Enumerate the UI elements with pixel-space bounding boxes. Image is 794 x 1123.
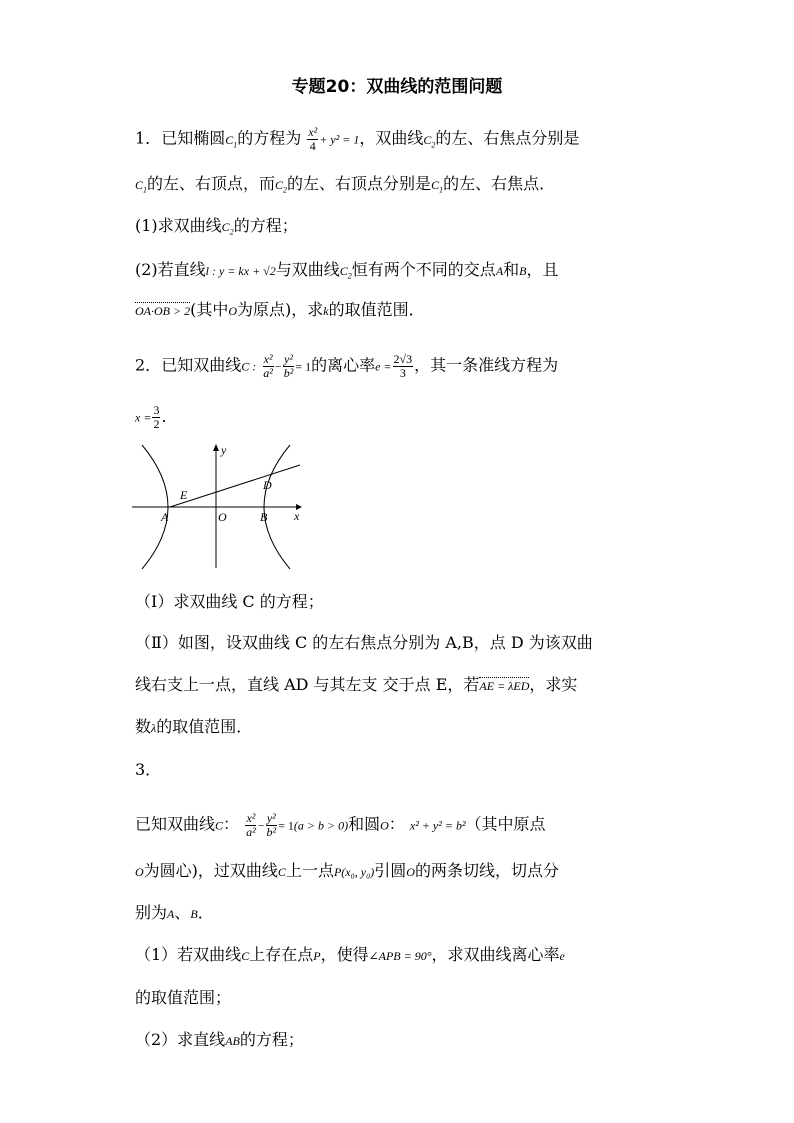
point-b: B [519,264,527,278]
q2-part2-text: ，求实 [529,675,578,694]
q3-part2-text: 的方程； [239,1030,304,1049]
condition-expr: (a > b > 0) [293,818,349,833]
q3-part-1-cont: 的取值范围； [135,988,232,1007]
dot-product-expr: OA·OB > 2 [135,304,191,318]
origin-o: O [228,304,238,318]
hyperbola-frac-y: $\frac{\text{y²}}{\text{b²}}$ [283,352,294,380]
q1-part2-text: ，且 [526,260,559,279]
q3-text: 别为 [135,903,168,922]
q3-line-1 [135,812,546,838]
q3-line-3 [135,905,214,921]
q1-text: 的左、右顶点，而 [147,174,276,193]
q1-part-2 [135,262,559,280]
hyperbola-frac-x: $\frac{\text{x²}}{\text{a²}}$ [263,352,273,380]
q3-text: （其中原点 [465,814,546,834]
q2-number: 2． [135,355,162,375]
q3-text: 已知双曲线 [135,814,216,834]
hyperbola-c2: $C_2$ [423,132,436,149]
eccentricity-label: e = [375,359,392,374]
vector-expr: AE = λED [479,679,530,693]
equals-one: = 1 [295,359,312,374]
fig-label-x: x [294,509,300,523]
q3-text: 为圆心)，过双曲线 [143,861,278,880]
q1-line-1 [135,126,579,152]
q3-part-1 [135,947,565,963]
q2-part2-text: 数 [135,717,152,736]
minus-sign: − [274,359,282,374]
ellipse-c1: $C_1$ [431,178,444,195]
q3-part-2 [135,1032,304,1048]
circle-o: O [406,865,415,879]
q1-text: 已知椭圆 [161,128,226,148]
circle-o: O [380,818,389,833]
q1-part2-text: 为原点)，求 [237,300,324,319]
curve-c: C [215,818,224,833]
fig-label-y: y [221,443,227,457]
q2-part-1: （Ⅰ）求双曲线 C 的方程； [135,592,324,611]
q2-part-2-line-2 [135,677,577,693]
hyperbola-frac-x: $\frac{\text{x²}}{\text{a²}}$ [246,811,256,839]
point-a: A [167,907,175,921]
q3-part1-text: ，求双曲线离心率 [431,945,560,964]
angle-expr: ∠APB = 90° [368,949,432,963]
q1-text: 的左、右焦点． [443,174,556,193]
q2-part-2-line-3 [135,719,252,735]
var-e: e [559,949,565,963]
q3-text: ： [388,814,405,834]
q3-part1-text: ，使得 [320,945,369,964]
fig-label-b: B [260,510,268,524]
q3-text: 、 [174,903,191,922]
eccentricity-frac: $\frac{2√3}{3}$ [393,352,413,380]
minus-sign: − [257,818,265,833]
q1-line-2 [135,176,555,194]
hyperbola-c2: $C_2$ [339,264,352,281]
ellipse-c1: $C_1$ [135,178,148,195]
q3-text: 引圆 [374,861,407,880]
line-equation: l : y = kx + √2 [205,264,276,278]
q1-part-1 [135,218,298,236]
equals-one: = 1 [278,818,294,833]
line-ad [170,465,300,507]
q3-part1-text: （1）若双曲线 [135,945,242,964]
fig-label-o: O [218,510,227,524]
point-p: P [313,949,321,963]
q3-line-2 [135,863,559,879]
q2-part2-text: 的取值范围． [156,717,253,736]
q1-part2-text: 的取值范围． [328,300,425,319]
q1-part-2-cont [135,302,425,318]
ellipse-eq-tail: + y² = 1 [319,132,360,147]
circle-equation: x² + y² = b² [409,818,466,833]
q1-part2-text: (2)若直线 [135,260,206,279]
q3-text: 上一点 [285,861,334,880]
q2-line-1 [135,353,558,379]
origin-o: O [135,865,144,879]
curve-c-label: C : [241,359,257,374]
q1-text: 的左、右顶点分别是 [287,174,432,193]
q3-text: 和圆 [348,814,381,834]
q1-text: ，双曲线 [359,128,424,148]
q2-text: 的离心率 [311,355,376,375]
directrix-label: x = [135,410,152,425]
point-p-expr: P(x₀, y₀) [333,865,375,879]
q3-text: ： [223,814,240,834]
q3-part2-text: （2）求直线 [135,1030,226,1049]
fig-label-e: E [180,488,188,502]
q1-part2-text: 恒有两个不同的交点 [351,260,496,279]
q3-text: ． [197,903,214,922]
q1-part2-text: (其中 [190,300,229,319]
directrix-frac: $\frac{3}{2}$ [153,403,160,431]
q3-text: 的两条切线，切点分 [414,861,559,880]
point-b: B [190,907,198,921]
q1-part1-text: 的方程； [233,216,298,235]
curve-c: C [277,865,286,879]
ellipse-c1: $C_1$ [225,132,238,149]
q2-text: ，其一条准线方程为 [414,355,559,375]
q1-number: 1． [135,128,162,148]
hyperbola-c2: $C_2$ [221,220,234,237]
point-a: A [495,264,504,278]
hyperbola-c2: $C_2$ [275,178,288,195]
q2-part-2-line-1: （Ⅱ）如图，设双曲线 C 的左右焦点分别为 A,B，点 D 为该双曲 [135,633,593,652]
q2-part2-text: 线右支上一点，直线 AD 与其左支 交于点 E，若 [135,675,480,694]
page-title: 专题20：双曲线的范围问题 [291,77,503,97]
fig-label-d: D [263,478,272,492]
q2-text: 已知双曲线 [161,355,242,375]
line-ab: AB [225,1034,240,1048]
q1-part2-text: 与双曲线 [275,260,340,279]
q1-part1-text: (1)求双曲线 [135,216,222,235]
var-k: k [323,304,329,318]
hyperbola-figure [130,441,305,569]
q3-part1-text: 上存在点 [249,945,314,964]
q1-text: 的左、右焦点分别是 [435,128,580,148]
q2-text: ． [161,406,178,426]
q2-line-2 [135,404,177,430]
q1-text: 的方程为 [237,128,302,148]
q3-number: 3． [135,760,162,779]
y-axis-arrow [213,444,219,451]
q1-part2-text: 和 [503,260,520,279]
fig-label-a: A [161,510,169,524]
hyperbola-frac-y: $\frac{\text{y²}}{\text{b²}}$ [266,811,277,839]
var-lambda: λ [151,721,157,735]
curve-c: C [241,949,250,963]
ellipse-frac: $\frac{\text{x²}}{4}$ [308,125,318,153]
